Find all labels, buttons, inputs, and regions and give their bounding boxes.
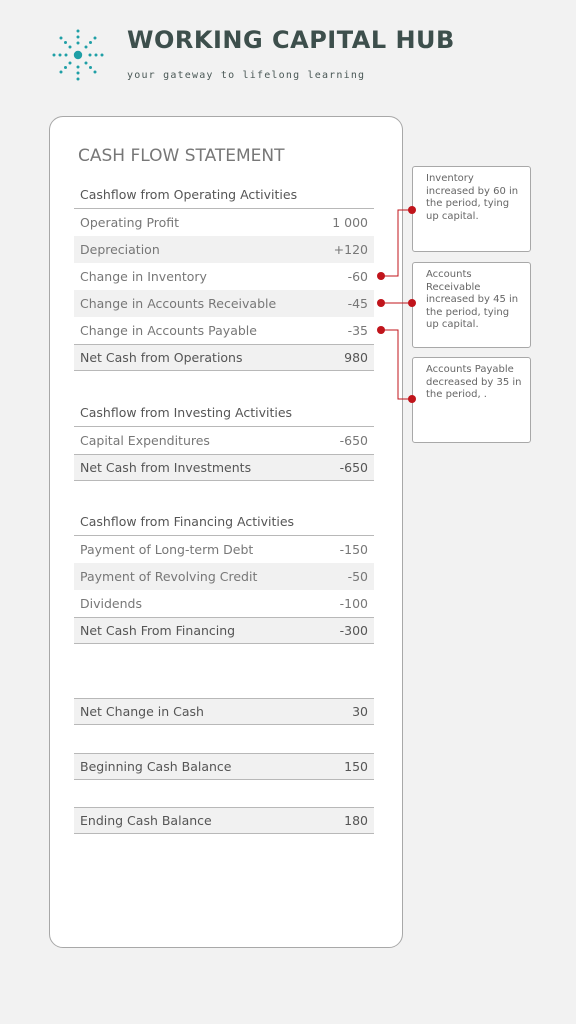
total-label: Net Cash From Financing [80,623,236,638]
table-row [74,427,374,454]
total-value: 980 [344,350,368,365]
ending-balance-summary [74,807,374,834]
total-value: -650 [339,460,368,475]
row-value: -650 [339,433,368,448]
row-label: Payment of Revolving Credit [80,569,258,584]
row-label: Operating Profit [80,215,180,230]
row-label: Change in Accounts Receivable [80,296,277,311]
row-label: Change in Inventory [80,269,207,284]
total-label: Net Cash from Investments [80,460,252,475]
net-change-row [74,698,374,725]
row-value: -35 [347,323,368,338]
net-change-value: 30 [352,704,368,719]
table-row [74,263,374,290]
row-value: 1 000 [332,215,368,230]
beginning-balance-label: Beginning Cash Balance [80,759,232,774]
beginning-balance-summary [74,753,374,780]
operating-heading: Cashflow from Operating Activities [80,187,298,202]
table-row [74,590,374,617]
net-change-label: Net Change in Cash [80,704,204,719]
row-value: +120 [333,242,368,257]
financing-heading: Cashflow from Financing Activities [80,514,295,529]
total-row [74,454,374,481]
operating-table [74,208,374,371]
row-value: -45 [347,296,368,311]
table-row [74,536,374,563]
total-row [74,344,374,371]
row-value: -60 [347,269,368,284]
inventory-note: Inventory increased by 60 in the period, tying up capital. [412,166,531,252]
ending-balance-row [74,807,374,834]
row-value: -50 [347,569,368,584]
beginning-balance-value: 150 [344,759,368,774]
table-row [74,563,374,590]
ending-balance-label: Ending Cash Balance [80,813,212,828]
net-change-summary [74,698,374,725]
investing-table [74,426,374,481]
row-label: Dividends [80,596,142,611]
row-label: Depreciation [80,242,160,257]
table-row [74,317,374,344]
row-value: -150 [339,542,368,557]
beginning-balance-row [74,753,374,780]
row-label: Capital Expenditures [80,433,210,448]
payables-note: Accounts Payable decreased by 35 in the period, . [412,357,531,443]
brand-tagline: your gateway to lifelong learning [127,70,366,81]
ending-balance-value: 180 [344,813,368,828]
total-value: -300 [339,623,368,638]
row-label: Change in Accounts Payable [80,323,257,338]
investing-heading: Cashflow from Investing Activities [80,405,293,420]
statement-title: CASH FLOW STATEMENT [78,146,285,166]
receivables-note: Accounts Receivable increased by 45 in the period, tying up capital. [412,262,531,348]
table-row [74,209,374,236]
total-row [74,617,374,644]
sunburst-logo-icon [50,27,106,83]
financing-table [74,535,374,644]
row-value: -100 [339,596,368,611]
brand-title: WORKING CAPITAL HUB [127,26,455,54]
total-label: Net Cash from Operations [80,350,243,365]
table-row [74,236,374,263]
row-label: Payment of Long-term Debt [80,542,254,557]
table-row [74,290,374,317]
